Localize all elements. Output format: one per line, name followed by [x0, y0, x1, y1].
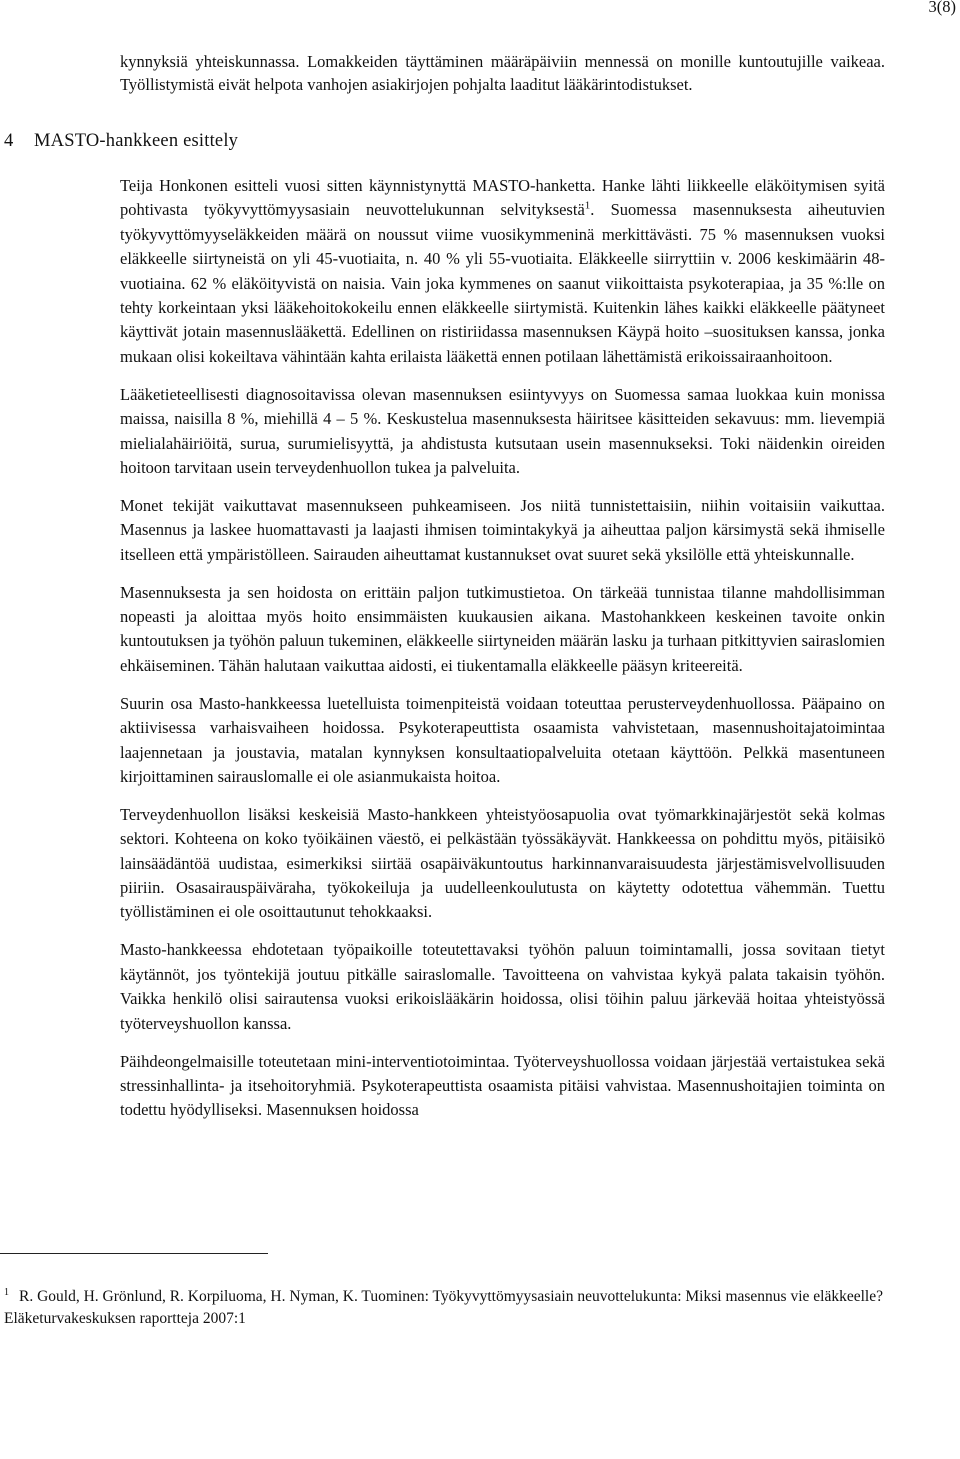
footnote: [4, 1286, 884, 1330]
paragraph-8: Päihdeongelmaisille toteutetaan mini-interventiotoimintaa. Työterveyshuollossa voidaan järjestää vertaistukea sekä stressinhallinta- ja itsehoitoryhmiä. Psykoterapeuttista osaamista pitäisi vahvistaa. Masennushoitajien toiminta on todettu hyödylliseksi. Masennuksen hoidossa: [120, 1051, 885, 1120]
paragraph-3: Monet tekijät vaikuttavat masennukseen puhkeamiseen. Jos niitä tunnistettaisiin, niihin voitaisiin vaikuttaa. Masennus ja laskee huomattavasti ja laajasti ihmisen toimintakykyä ja aiheuttaa paljon kärsimystä sekä ihmiselle itselleen että ympäristölleen. Sairauden aiheuttamat kustannukset ovat suuret sekä yksilölle että yhteiskunnalle.: [120, 495, 885, 564]
paragraph-4: Masennuksesta ja sen hoidosta on erittäin paljon tutkimustietoa. On tärkeää tunnistaa tilanne mahdollisimman nopeasti ja aloittaa myös hoito ensimmäisten kuukausien aikana. Mastohankkeen keskeinen tavoite onkin kuntoutuksen ja työhön paluun tukeminen, eläkkeelle siirtyneiden määrän lasku ja turhaan pitkittyvien sairaslomien ehkäiseminen. Tähän halutaan vaikuttaa aidosti, ei tiukentamalla eläkkeelle pääsyn kriteereitä.: [120, 582, 885, 675]
paragraph-6: Terveydenhuollon lisäksi keskeisiä Masto-hankkeen yhteistyöosapuolia ovat työmarkkinajärjestöt sekä kolmas sektori. Kohteena on koko työikäinen väestö, ei pelkästään työssäkäyvät. Hankkeessa on pohdittu myös, pitäisikö lainsäädäntöä uudistaa, esimerkiksi siirtää osapäiväkuntoutus harkinnanvaraisuudesta järjestämisvelvollisuuden piiriin. Osasairauspäiväraha, työkokeiluja ja uudelleenkoulutusta on käytetty odotettua vähemmän. Tuettu työllistäminen ei ole osoittautunut tehokkaaksi.: [120, 804, 885, 922]
page-number: 3(8): [928, 0, 956, 16]
body-text: [120, 174, 885, 1136]
section-title: MASTO-hankkeen esittely: [34, 131, 239, 151]
section-heading: [4, 131, 238, 152]
paragraph-7: Masto-hankkeessa ehdotetaan työpaikoille toteutettavaksi työhön paluun toimintamalli, jossa sovitaan tietyt käytännöt, jos työntekijä joutuu pitkälle sairaslomalle. Tavoitteena on vahvistaa kykyä palata takaisin työhön. Vaikka henkilö olisi sairautensa vuoksi erikoislääkärin hoidossa, olisi töihin paluu järkevää hoitaa yhteistyössä työterveyshuollon kanssa.: [120, 940, 885, 1033]
paragraph-1-text: Teija Honkonen esitteli vuosi sitten käynnistynyttä MASTO-hanketta. Hanke lähti liikkeelle eläköitymisen syitä pohtivasta työkyvyttömyysasiain neuvottelukunnan selvityksestä: [120, 176, 885, 220]
section-number: 4: [4, 131, 14, 151]
continuation-paragraph: kynnyksiä yhteiskunnassa. Lomakkeiden täyttäminen määräpäiviin mennessä on monille kuntoutujille vaikeaa. Työllistymistä eivät helpota vanhojen asiakirjojen pohjalta laaditut lääkärintodistukset.: [120, 51, 885, 95]
paragraph-5: Suurin osa Masto-hankkeessa luetelluista toimenpiteistä voidaan toteuttaa perusterveydenhuollossa. Pääpaino on aktiivisessa varhaisvaiheen hoidossa. Psykoterapeuttista osaamista vahvistetaan, masennushoitajatoimintaa laajennetaan ja joustavia, matalan kynnyksen konsultaatiopalveluita otetaan käyttöön. Pelkkä masentuneen kirjoittaminen sairauslomalle ei ole asianmukaista hoitoa.: [120, 693, 885, 786]
paragraph-2: Lääketieteellisesti diagnosoitavissa olevan masennuksen esiintyvyys on Suomessa samaa luokkaa kuin monissa maissa, naisilla 8 %, miehillä 4 – 5 %. Keskustelua masennuksesta häiritsee käsitteiden sekavuus: mm. lievempiä mielialahäiriöitä, surua, surumielisyyttä, ja ahdistusta kutsutaan usein masennukseksi. Toki näidenkin oireiden hoitoon tarvitaan usein terveydenhuollon tukea ja palveluita.: [120, 384, 885, 477]
paragraph-1: [120, 174, 885, 369]
footnote-mark: 1: [4, 1286, 9, 1298]
footnote-text: R. Gould, H. Grönlund, R. Korpiluoma, H. Nyman, K. Tuominen: Työkyvyttömyysasiain neuvottelukunta: Miksi masennus vie eläkkeelle? Eläketurvakeskuksen raportteja 2007:1: [4, 1288, 883, 1327]
footnote-reference: 1: [584, 199, 591, 212]
footnote-divider: [0, 1253, 268, 1254]
paragraph-1-text-continued: . Suomessa masennuksesta aiheutuvien työkyvyttömyyseläkkeiden määrä on noussut viime vuosikymmeninä merkittävästi. 75 % masennuksen vuoksi eläkkeelle siirtyneistä on yli 45-vuotiaita, n. 40 % yli 55-vuotiaita. Eläkkeelle siirryttiin v. 2006 keskimäärin 48-vuotiaina. 62 % eläköityvistä on naisia. Vain joka kymmenes on saanut viikoittaista psykoterapiaa, ja 35 %:lle on tehty korkeintaan yksi lääkehoitokokeilu ennen eläkkeelle siirtymistä. Kuitenkin lähes kaikki eläkkeelle päätyneet käyttivät jotain masennuslääkettä. Edellinen on ristiriidassa masennuksen Käypä hoito –suosituksen kanssa, jonka mukaan olisi kokeiltava vähintään kahta erilaista lääkettä ennen potilaan lähettämistä erikoissairaanhoitoon.: [120, 200, 885, 366]
